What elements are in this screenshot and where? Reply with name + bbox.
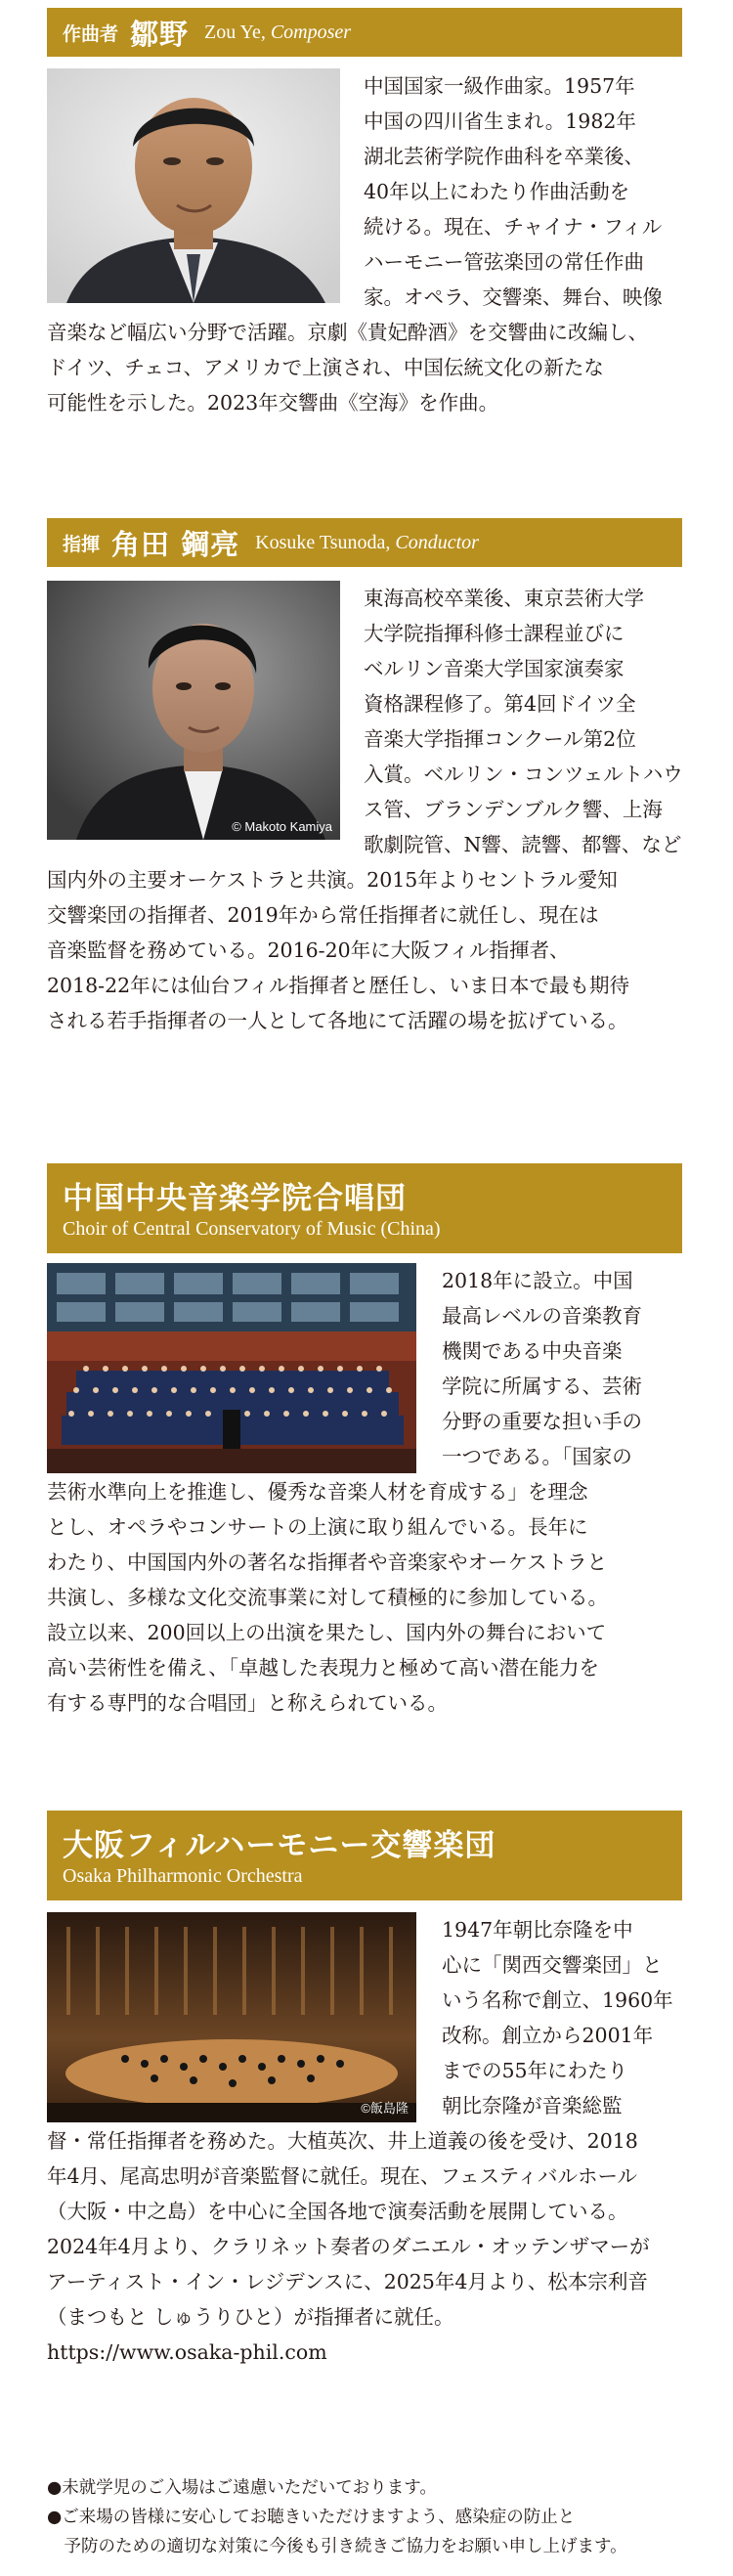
orchestra-website-link[interactable]: https://www.osaka-phil.com — [47, 2340, 327, 2364]
composer-bio-line: 家。オペラ、交響楽、舞台、映像 — [364, 285, 663, 309]
choir-header — [47, 1163, 682, 1253]
choir-bio-line: 学院に所属する、芸術 — [442, 1375, 642, 1398]
choir-bio-line: 設立以来、200回以上の出演を果たし、国内外の舞台において — [47, 1621, 607, 1644]
composer-bio-line: 40年以上にわたり作曲活動を — [364, 180, 630, 203]
composer-bio-line: 可能性を示した。2023年交響曲《空海》を作曲。 — [47, 391, 499, 415]
orchestra-bio-line: アーティスト・イン・レジデンスに、2025年4月より、松本宗利音 — [47, 2270, 648, 2293]
orchestra-bio-line: 年4月、尾高忠明が音楽監督に就任。現在、フェスティバルホール — [47, 2164, 638, 2188]
orchestra-bio-line: 改称。創立から2001年 — [442, 2024, 654, 2047]
choir-subtitle: Choir of Central Conservatory of Music (China) — [63, 1218, 441, 1240]
conductor-bio-line: 交響楽団の指揮者、2019年から常任指揮者に就任し、現在は — [47, 903, 599, 927]
composer-bio-line: 音楽など幅広い分野で活躍。京劇《貴妃酔酒》を交響曲に改編し、 — [47, 321, 648, 344]
conductor-bio-line: 資格課程修了。第4回ドイツ全 — [364, 692, 636, 716]
notice-line: 予防のための適切な対策に今後も引き続きご協力をお願い申し上げます。 — [47, 2537, 627, 2556]
conductor-role: 指揮 — [63, 533, 101, 555]
notice-section — [47, 2473, 692, 2561]
conductor-photo-credit: © Makoto Kamiya — [232, 819, 332, 834]
composer-name: 鄒野 — [130, 17, 190, 51]
orchestra-photo-credit: ©飯島隆 — [361, 2101, 409, 2116]
orchestra-bio-line: いう名称で創立、1960年 — [442, 1988, 673, 2012]
conductor-bio-line: ベルリン音楽大学国家演奏家 — [364, 657, 625, 680]
conductor-bio-line: 入賞。ベルリン・コンツェルトハウ — [364, 763, 683, 786]
composer-bio-line: 中国の四川省生まれ。1982年 — [364, 109, 636, 133]
conductor-bio-line: ス管、ブランデンブルク響、上海 — [364, 798, 663, 821]
orchestra-bio-line: 朝比奈隆が音楽総監 — [442, 2094, 623, 2118]
orchestra-header — [47, 1811, 682, 1900]
orchestra-bio-line: 督・常任指揮者を務めた。大植英次、井上道義の後を受け、2018 — [47, 2129, 638, 2153]
composer-bio-line: 続ける。現在、チャイナ・フィル — [364, 215, 663, 239]
choir-bio-line: 分野の重要な担い手の — [442, 1410, 642, 1433]
conductor-name: 角田 鋼亮 — [111, 527, 240, 561]
composer-role: 作曲者 — [63, 22, 119, 45]
composer-bio-line: ハーモニー管弦楽団の常任作曲 — [364, 250, 644, 274]
choir-bio-line: 有する専門的な合唱団」と称えられている。 — [47, 1691, 448, 1715]
choir-bio-line: 高い芸術性を備え、「卓越した表現力と極めて高い潜在能力を — [47, 1656, 599, 1680]
orchestra-photo — [47, 1912, 416, 2122]
choir-bio-line: とし、オペラやコンサートの上演に取り組んでいる。長年に — [47, 1515, 588, 1539]
orchestra-bio-line: （大阪・中之島）を中心に全国各地で演奏活動を展開している。 — [47, 2200, 628, 2223]
composer-bio-line: ドイツ、チェコ、アメリカで上演され、中国伝統文化の新たな — [47, 356, 604, 379]
choir-bio-line: 一つである。「国家の — [442, 1445, 632, 1468]
orchestra-bio-line: 2024年4月より、クラリネット奏者のダニエル・オッテンザマーが — [47, 2235, 650, 2258]
conductor-bio-line: される若手指揮者の一人として各地にて活躍の場を拡げている。 — [47, 1009, 628, 1032]
orchestra-bio-line: （まつもと しゅうりひと）が指揮者に就任。 — [47, 2305, 454, 2329]
choir-bio-line: 最高レベルの音楽教育 — [442, 1304, 642, 1328]
composer-bio-line: 中国国家一級作曲家。1957年 — [364, 74, 635, 98]
notice-line: ●ご来場の皆様に安心してお聴きいただけますよう、感染症の防止と — [47, 2508, 576, 2527]
choir-title: 中国中央音楽学院合唱団 — [63, 1181, 407, 1216]
notice-line: ●未就学児のご入場はご遠慮いただいております。 — [47, 2478, 437, 2498]
orchestra-subtitle: Osaka Philharmonic Orchestra — [63, 1865, 303, 1887]
composer-bio-line: 湖北芸術学院作曲科を卒業後、 — [364, 145, 644, 168]
conductor-header — [47, 518, 682, 567]
conductor-bio-line: 歌劇院管、N響、読響、都響、など — [364, 833, 682, 856]
conductor-bio-line: 大学院指揮科修士課程並びに — [364, 622, 625, 645]
conductor-bio-line: 2018-22年には仙台フィル指揮者と歴任し、いま日本で最も期待 — [47, 974, 630, 997]
composer-name-en: Zou Ye, Composer — [204, 21, 352, 43]
choir-bio-line: 機関である中央音楽 — [442, 1339, 623, 1363]
conductor-bio-line: 国内外の主要オーケストラと共演。2015年よりセントラル愛知 — [47, 868, 618, 892]
choir-photo — [47, 1263, 416, 1473]
conductor-name-en: Kosuke Tsunoda, Conductor — [255, 531, 479, 553]
choir-bio-line: 芸術水準向上を推進し、優秀な音楽人材を育成する」を理念 — [47, 1480, 588, 1504]
orchestra-bio-line: 心に「関西交響楽団」と — [442, 1953, 663, 1977]
choir-bio-line: 共演し、多様な文化交流事業に対して積極的に参加している。 — [47, 1586, 608, 1609]
composer-photo — [47, 68, 340, 303]
composer-header — [47, 8, 682, 57]
conductor-bio-line: 音楽大学指揮コンクール第2位 — [364, 727, 636, 751]
orchestra-title: 大阪フィルハーモニー交響楽団 — [63, 1828, 496, 1863]
orchestra-bio-line: 1947年朝比奈隆を中 — [442, 1918, 633, 1942]
conductor-bio-line: 音楽監督を務めている。2016-20年に大阪フィル指揮者、 — [47, 939, 570, 962]
choir-bio-line: 2018年に設立。中国 — [442, 1269, 633, 1292]
conductor-bio-line: 東海高校卒業後、東京芸術大学 — [364, 587, 644, 610]
choir-bio-line: わたり、中国国内外の著名な指揮者や音楽家やオーケストラと — [47, 1550, 608, 1574]
conductor-photo — [47, 581, 340, 840]
orchestra-bio-line: までの55年にわたり — [442, 2059, 628, 2082]
